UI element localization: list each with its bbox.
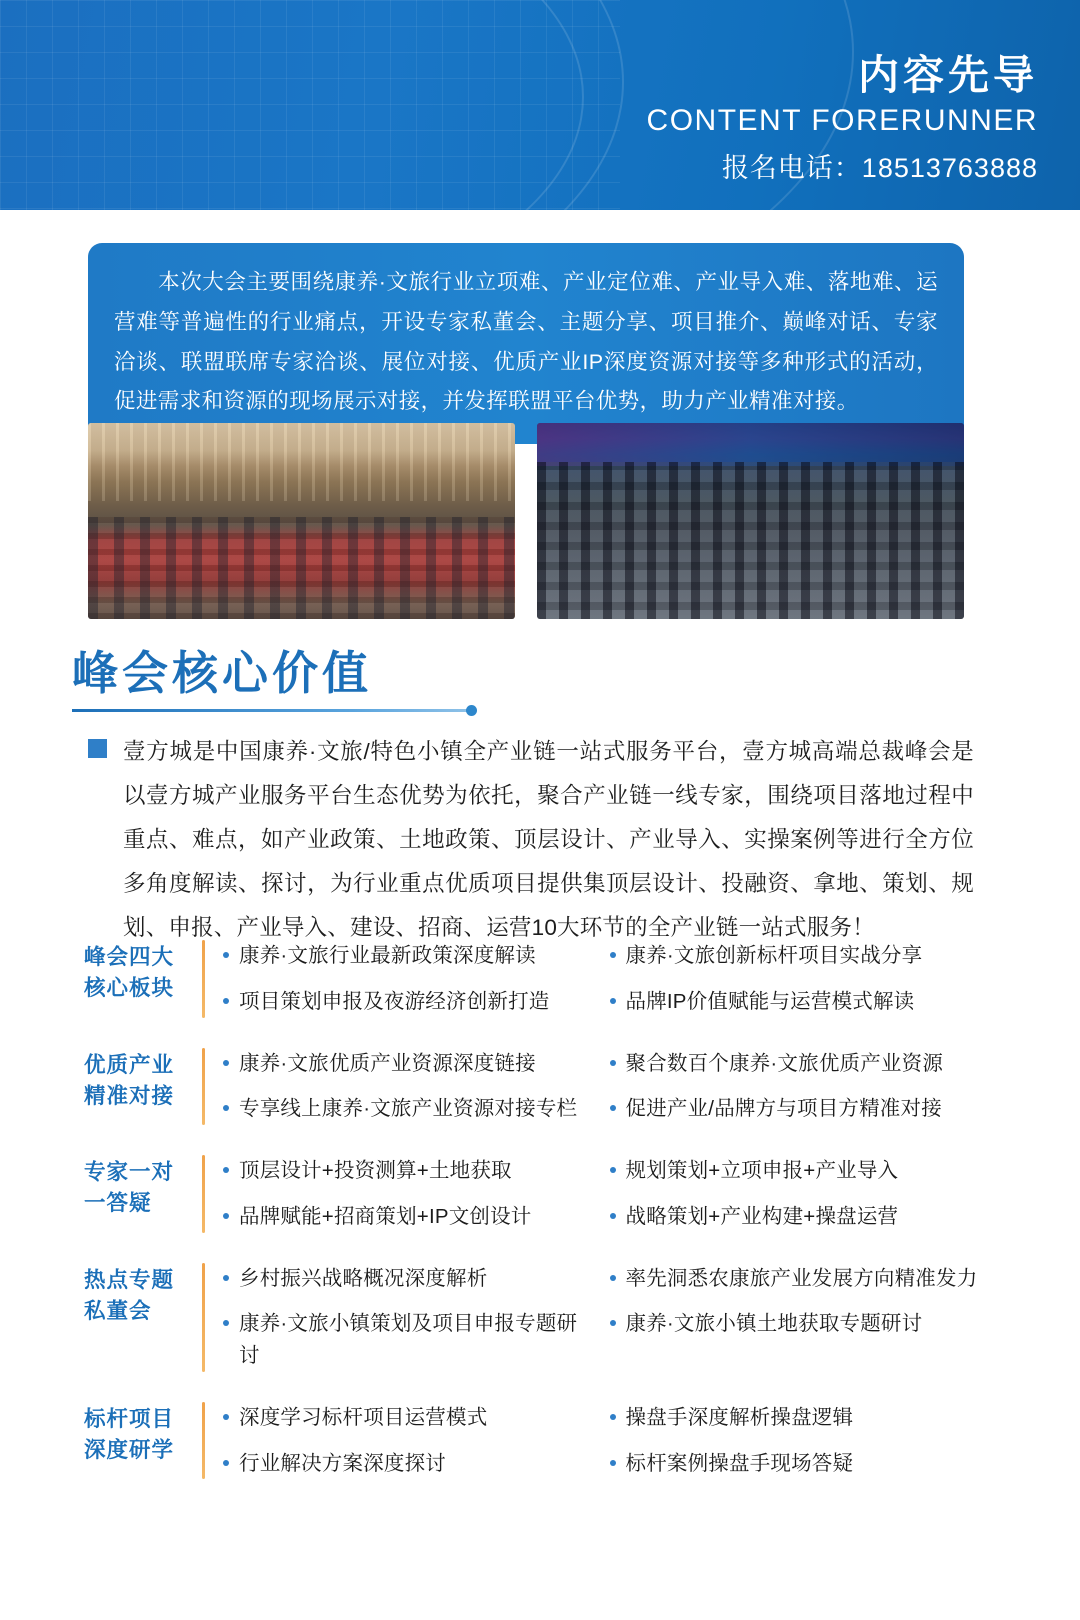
feature-item: 乡村振兴战略概况深度解析 — [221, 1263, 598, 1295]
feature-column-right — [598, 1263, 985, 1372]
feature-row — [84, 1263, 984, 1372]
feature-label-line2: 核心板块 — [84, 976, 175, 1001]
feature-item: 康养·文旅创新标杆项目实战分享 — [608, 940, 985, 972]
feature-item: 战略策划+产业构建+操盘运营 — [608, 1201, 985, 1233]
page-title: 峰会核心价值 — [72, 647, 372, 699]
feature-item: 专享线上康养·文旅产业资源对接专栏 — [221, 1093, 598, 1125]
feature-item: 标杆案例操盘手现场答疑 — [608, 1448, 985, 1480]
feature-column-right — [598, 940, 985, 1018]
feature-column-right — [598, 1155, 985, 1233]
feature-divider — [202, 1402, 205, 1480]
feature-label-line1: 峰会四大 — [84, 945, 175, 969]
feature-list — [84, 940, 984, 1509]
feature-item: 康养·文旅小镇土地获取专题研讨 — [608, 1308, 985, 1340]
feature-item: 康养·文旅行业最新政策深度解读 — [221, 940, 598, 972]
feature-label — [84, 940, 202, 1018]
feature-label — [84, 1155, 202, 1233]
feature-label — [84, 1402, 202, 1480]
feature-label-line2: 私董会 — [84, 1298, 152, 1323]
feature-column-left — [221, 1402, 598, 1480]
feature-item: 顶层设计+投资测算+土地获取 — [221, 1155, 598, 1187]
header-phone: 报名电话：18513763888 — [721, 153, 1038, 184]
feature-item: 率先洞悉农康旅产业发展方向精准发力 — [608, 1263, 985, 1295]
feature-divider — [202, 1155, 205, 1233]
feature-label-line1: 专家一对 — [84, 1160, 175, 1185]
feature-column-right — [598, 1048, 985, 1126]
feature-label — [84, 1263, 202, 1372]
feature-label-line1: 标杆项目 — [84, 1406, 175, 1431]
header-title-en: CONTENT FORERUNNER — [646, 104, 1038, 138]
photo-gallery — [88, 423, 964, 619]
feature-item: 聚合数百个康养·文旅优质产业资源 — [608, 1048, 985, 1080]
feature-divider — [202, 1263, 205, 1372]
feature-divider — [202, 1048, 205, 1126]
feature-item: 深度学习标杆项目运营模式 — [221, 1402, 598, 1434]
section-paragraph: 壹方城是中国康养·文旅/特色小镇全产业链一站式服务平台，壹方城高端总裁峰会是以壹方城产业服务平台生态优势为依托，聚合产业链一线专家，围绕项目落地过程中重点、难点，如产业政策、土地政策、顶层设计、产业导入、实操案例等进行全方位多角度解读、探讨，为行业重点优质项目提供集顶层设计、投融资、拿地、策划、规划、申报、产业导入、建设、招商、运营10大环节的全产业链一站式服务！ — [123, 739, 974, 940]
intro-section — [88, 243, 964, 444]
feature-item: 品牌赋能+招商策划+IP文创设计 — [221, 1201, 598, 1233]
feature-label-line1: 热点专题 — [84, 1267, 175, 1292]
feature-label-line2: 精准对接 — [84, 1083, 175, 1108]
feature-item: 康养·文旅小镇策划及项目申报专题研讨 — [221, 1308, 598, 1372]
page-header — [0, 0, 1080, 210]
feature-row — [84, 940, 984, 1018]
feature-row — [84, 1048, 984, 1126]
feature-label — [84, 1048, 202, 1126]
title-underline-dot — [466, 705, 477, 716]
feature-item: 康养·文旅优质产业资源深度链接 — [221, 1048, 598, 1080]
feature-label-line2: 一答疑 — [84, 1191, 152, 1216]
feature-item: 行业解决方案深度探讨 — [221, 1448, 598, 1480]
auditorium-audience-photo — [537, 423, 964, 619]
feature-item: 品牌IP价值赋能与运营模式解读 — [608, 986, 985, 1018]
feature-columns — [221, 1048, 984, 1126]
feature-column-left — [221, 1263, 598, 1372]
feature-item: 项目策划申报及夜游经济创新打造 — [221, 986, 598, 1018]
feature-item: 促进产业/品牌方与项目方精准对接 — [608, 1093, 985, 1125]
section-heading-block — [72, 645, 1002, 712]
feature-column-right — [598, 1402, 985, 1480]
header-text-block — [647, 52, 1038, 185]
feature-columns — [221, 1155, 984, 1233]
feature-row — [84, 1155, 984, 1233]
feature-columns — [221, 1263, 984, 1372]
conference-hall-photo — [88, 423, 515, 619]
blue-square-bullet-icon — [88, 739, 107, 758]
feature-column-left — [221, 940, 598, 1018]
intro-box — [88, 243, 964, 444]
feature-columns — [221, 1402, 984, 1480]
feature-item: 规划策划+立项申报+产业导入 — [608, 1155, 985, 1187]
feature-column-left — [221, 1155, 598, 1233]
feature-item: 操盘手深度解析操盘逻辑 — [608, 1402, 985, 1434]
title-underline — [72, 709, 472, 712]
feature-columns — [221, 940, 984, 1018]
intro-text: 本次大会主要围绕康养·文旅行业立项难、产业定位难、产业导入难、落地难、运营难等普遍性的行业痛点，开设专家私董会、主题分享、项目推介、巅峰对话、专家洽谈、联盟联席专家洽谈、展位对接、优质产业IP深度资源对接等多种形式的活动，促进需求和资源的现场展示对接，并发挥联盟平台优势，助力产业精准对接。 — [114, 270, 938, 414]
feature-column-left — [221, 1048, 598, 1126]
feature-label-line1: 优质产业 — [84, 1052, 175, 1077]
feature-row — [84, 1402, 984, 1480]
feature-divider — [202, 940, 205, 1018]
feature-label-line2: 深度研学 — [84, 1438, 175, 1463]
intro-paragraph-block — [88, 730, 974, 949]
header-title-cn: 内容先导 — [858, 52, 1038, 98]
